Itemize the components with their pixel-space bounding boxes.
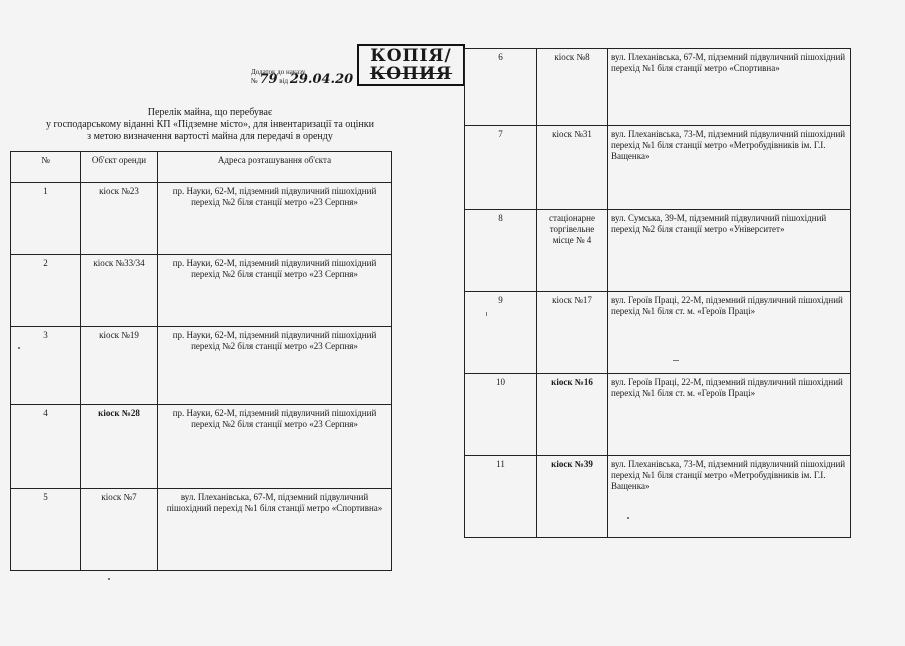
row-num: 6: [465, 49, 537, 126]
table-row: [465, 126, 851, 210]
row-num: 4: [11, 405, 81, 489]
header-object: Об'єкт оренди: [81, 152, 158, 183]
row-address: пр. Науки, 62-М, підземний підвуличний пішохідний перехід №2 біля станції метро «23 Серпня»: [158, 183, 392, 255]
row-object: кіоск №31: [537, 126, 608, 210]
table-row: [465, 49, 851, 126]
row-object: кіоск №19: [81, 327, 158, 405]
document-title: [10, 107, 410, 143]
row-address: вул. Плеханівська, 73-М, підземний підвуличний пішохідний перехід №1 біля станції метро «Метробудівників ім. Г.І. Ващенка»: [608, 126, 851, 210]
row-address: вул. Сумська, 39-М, підземний підвуличний пішохідний перехід №2 біля станції метро «Університет»: [608, 210, 851, 292]
table-row: [11, 405, 392, 489]
row-address: вул. Плеханівська, 67-М, підземний підвуличний пішохідний перехід №1 біля станції метро «Спортивна»: [608, 49, 851, 126]
table-row: [465, 374, 851, 456]
row-address: пр. Науки, 62-М, підземний підвуличний пішохідний перехід №2 біля станції метро «23 Серпня»: [158, 255, 392, 327]
title-line-2: у господарському віданні КП «Підземне місто», для інвентаризації та оцінки: [46, 119, 374, 130]
table-row: [465, 210, 851, 292]
appendix-date-prefix: від: [279, 77, 289, 85]
property-table-left: [10, 151, 392, 571]
appendix-number: 79: [259, 72, 278, 87]
title-line-3: з метою визначення вартості майна для передачі в оренду: [87, 131, 333, 142]
copy-stamp: [357, 44, 465, 86]
row-address: вул. Героїв Праці, 22-М, підземний підвуличний пішохідний перехід №1 біля ст. м. «Героїв Праці»: [608, 374, 851, 456]
row-object: стаціонарне торгівельне місце № 4: [537, 210, 608, 292]
table-row: [11, 327, 392, 405]
stamp-line-1: КОПІЯ/: [370, 46, 452, 66]
row-num: 1: [11, 183, 81, 255]
table-row: [11, 255, 392, 327]
scan-speck: [673, 360, 679, 361]
appendix-reference: [251, 68, 353, 85]
header-num: №: [11, 152, 81, 183]
title-line-1: Перелік майна, що перебуває: [147, 107, 273, 118]
row-num: 5: [11, 489, 81, 571]
row-object: кіоск №16: [537, 374, 608, 456]
stamp-line-2: КОПИЯ: [369, 64, 453, 84]
row-address: вул. Плеханівська, 73-М, підземний підвуличний пішохідний перехід №1 біля станції метро «Метробудівників ім. Г.І. Ващенка»: [608, 456, 851, 538]
row-address: вул. Героїв Праці, 22-М, підземний підвуличний пішохідний перехід №1 біля ст. м. «Героїв Праці»: [608, 292, 851, 374]
appendix-number-prefix: №: [251, 77, 258, 85]
row-object: кіоск №23: [81, 183, 158, 255]
row-num: 3: [11, 327, 81, 405]
table-row: [11, 183, 392, 255]
table-row: [465, 456, 851, 538]
appendix-date: 29.04.20: [289, 72, 354, 87]
scan-speck: [627, 517, 629, 519]
row-object: кіоск №39: [537, 456, 608, 538]
table-row: [465, 292, 851, 374]
header-address: Адреса розташування об'єкта: [158, 152, 392, 183]
row-num: 10: [465, 374, 537, 456]
row-object: кіоск №28: [81, 405, 158, 489]
row-num: 8: [465, 210, 537, 292]
row-num: 9: [465, 292, 537, 374]
row-object: кіоск №7: [81, 489, 158, 571]
scan-speck: [486, 312, 487, 316]
property-table-right: [464, 48, 851, 538]
row-num: 2: [11, 255, 81, 327]
row-num: 7: [465, 126, 537, 210]
scan-speck: [18, 347, 20, 349]
table-row: [11, 489, 392, 571]
row-num: 11: [465, 456, 537, 538]
row-address: пр. Науки, 62-М, підземний підвуличний пішохідний перехід №2 біля станції метро «23 Серпня»: [158, 405, 392, 489]
row-address: вул. Плеханівська, 67-М, підземний підвуличний пішохідний перехід №1 біля станції метро «Спортивна»: [158, 489, 392, 571]
row-object: кіоск №8: [537, 49, 608, 126]
row-address: пр. Науки, 62-М, підземний підвуличний пішохідний перехід №2 біля станції метро «23 Серпня»: [158, 327, 392, 405]
appendix-label: Додаток до наказу: [251, 68, 306, 76]
table-header-row: [11, 152, 392, 183]
row-object: кіоск №33/34: [81, 255, 158, 327]
scan-speck: [108, 578, 110, 580]
row-object: кіоск №17: [537, 292, 608, 374]
